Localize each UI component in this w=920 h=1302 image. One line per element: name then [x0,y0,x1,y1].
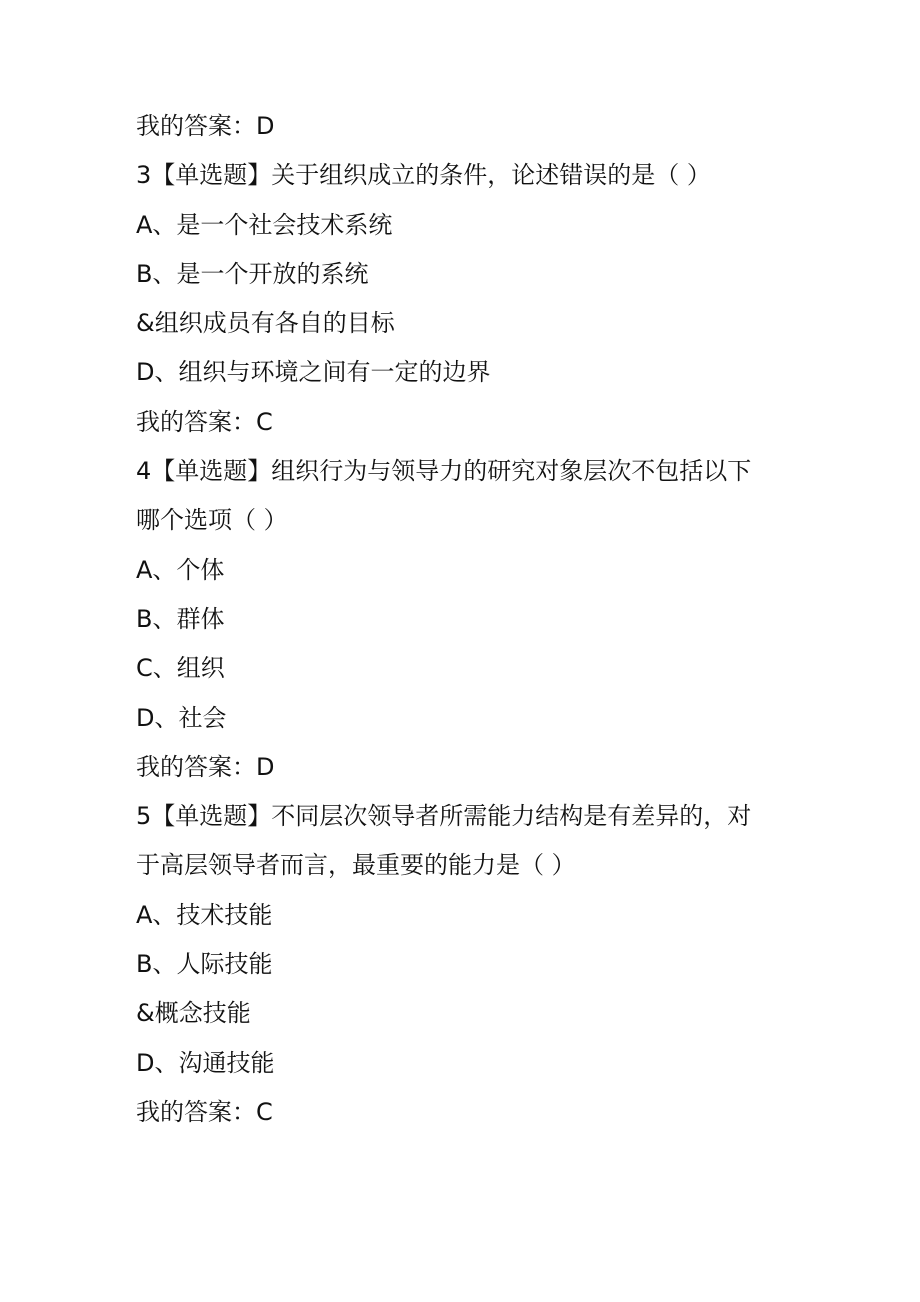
question-3-stem: 3【单选题】关于组织成立的条件，论述错误的是（ ） [136,161,711,190]
option-line: A、是一个社会技术系统 [136,210,393,239]
option-line: B、人际技能 [136,950,273,979]
answer-line: 我的答案：D [136,752,275,781]
option-line: A、技术技能 [136,900,273,929]
question-4-stem: 4【单选题】组织行为与领导力的研究对象层次不包括以下 [136,457,752,486]
option-line: B、是一个开放的系统 [136,259,369,288]
question-4-stem-cont: 哪个选项（ ） [136,506,288,535]
option-line: &概念技能 [136,999,251,1028]
answer-line: 我的答案：C [136,1097,273,1126]
option-line: C、组织 [136,654,225,683]
option-line: &组织成员有各自的目标 [136,309,395,338]
answer-line: 我的答案：C [136,407,273,436]
document-body [136,102,796,1137]
option-line: D、组织与环境之间有一定的边界 [136,358,491,387]
option-line: D、沟通技能 [136,1048,275,1077]
answer-line: 我的答案：D [136,112,275,140]
question-5-stem-cont: 于高层领导者而言，最重要的能力是（ ） [136,851,576,880]
option-line: D、社会 [136,703,227,732]
option-line: B、群体 [136,604,225,633]
question-5-stem: 5【单选题】不同层次领导者所需能力结构是有差异的，对 [136,802,752,831]
option-line: A、个体 [136,555,225,584]
